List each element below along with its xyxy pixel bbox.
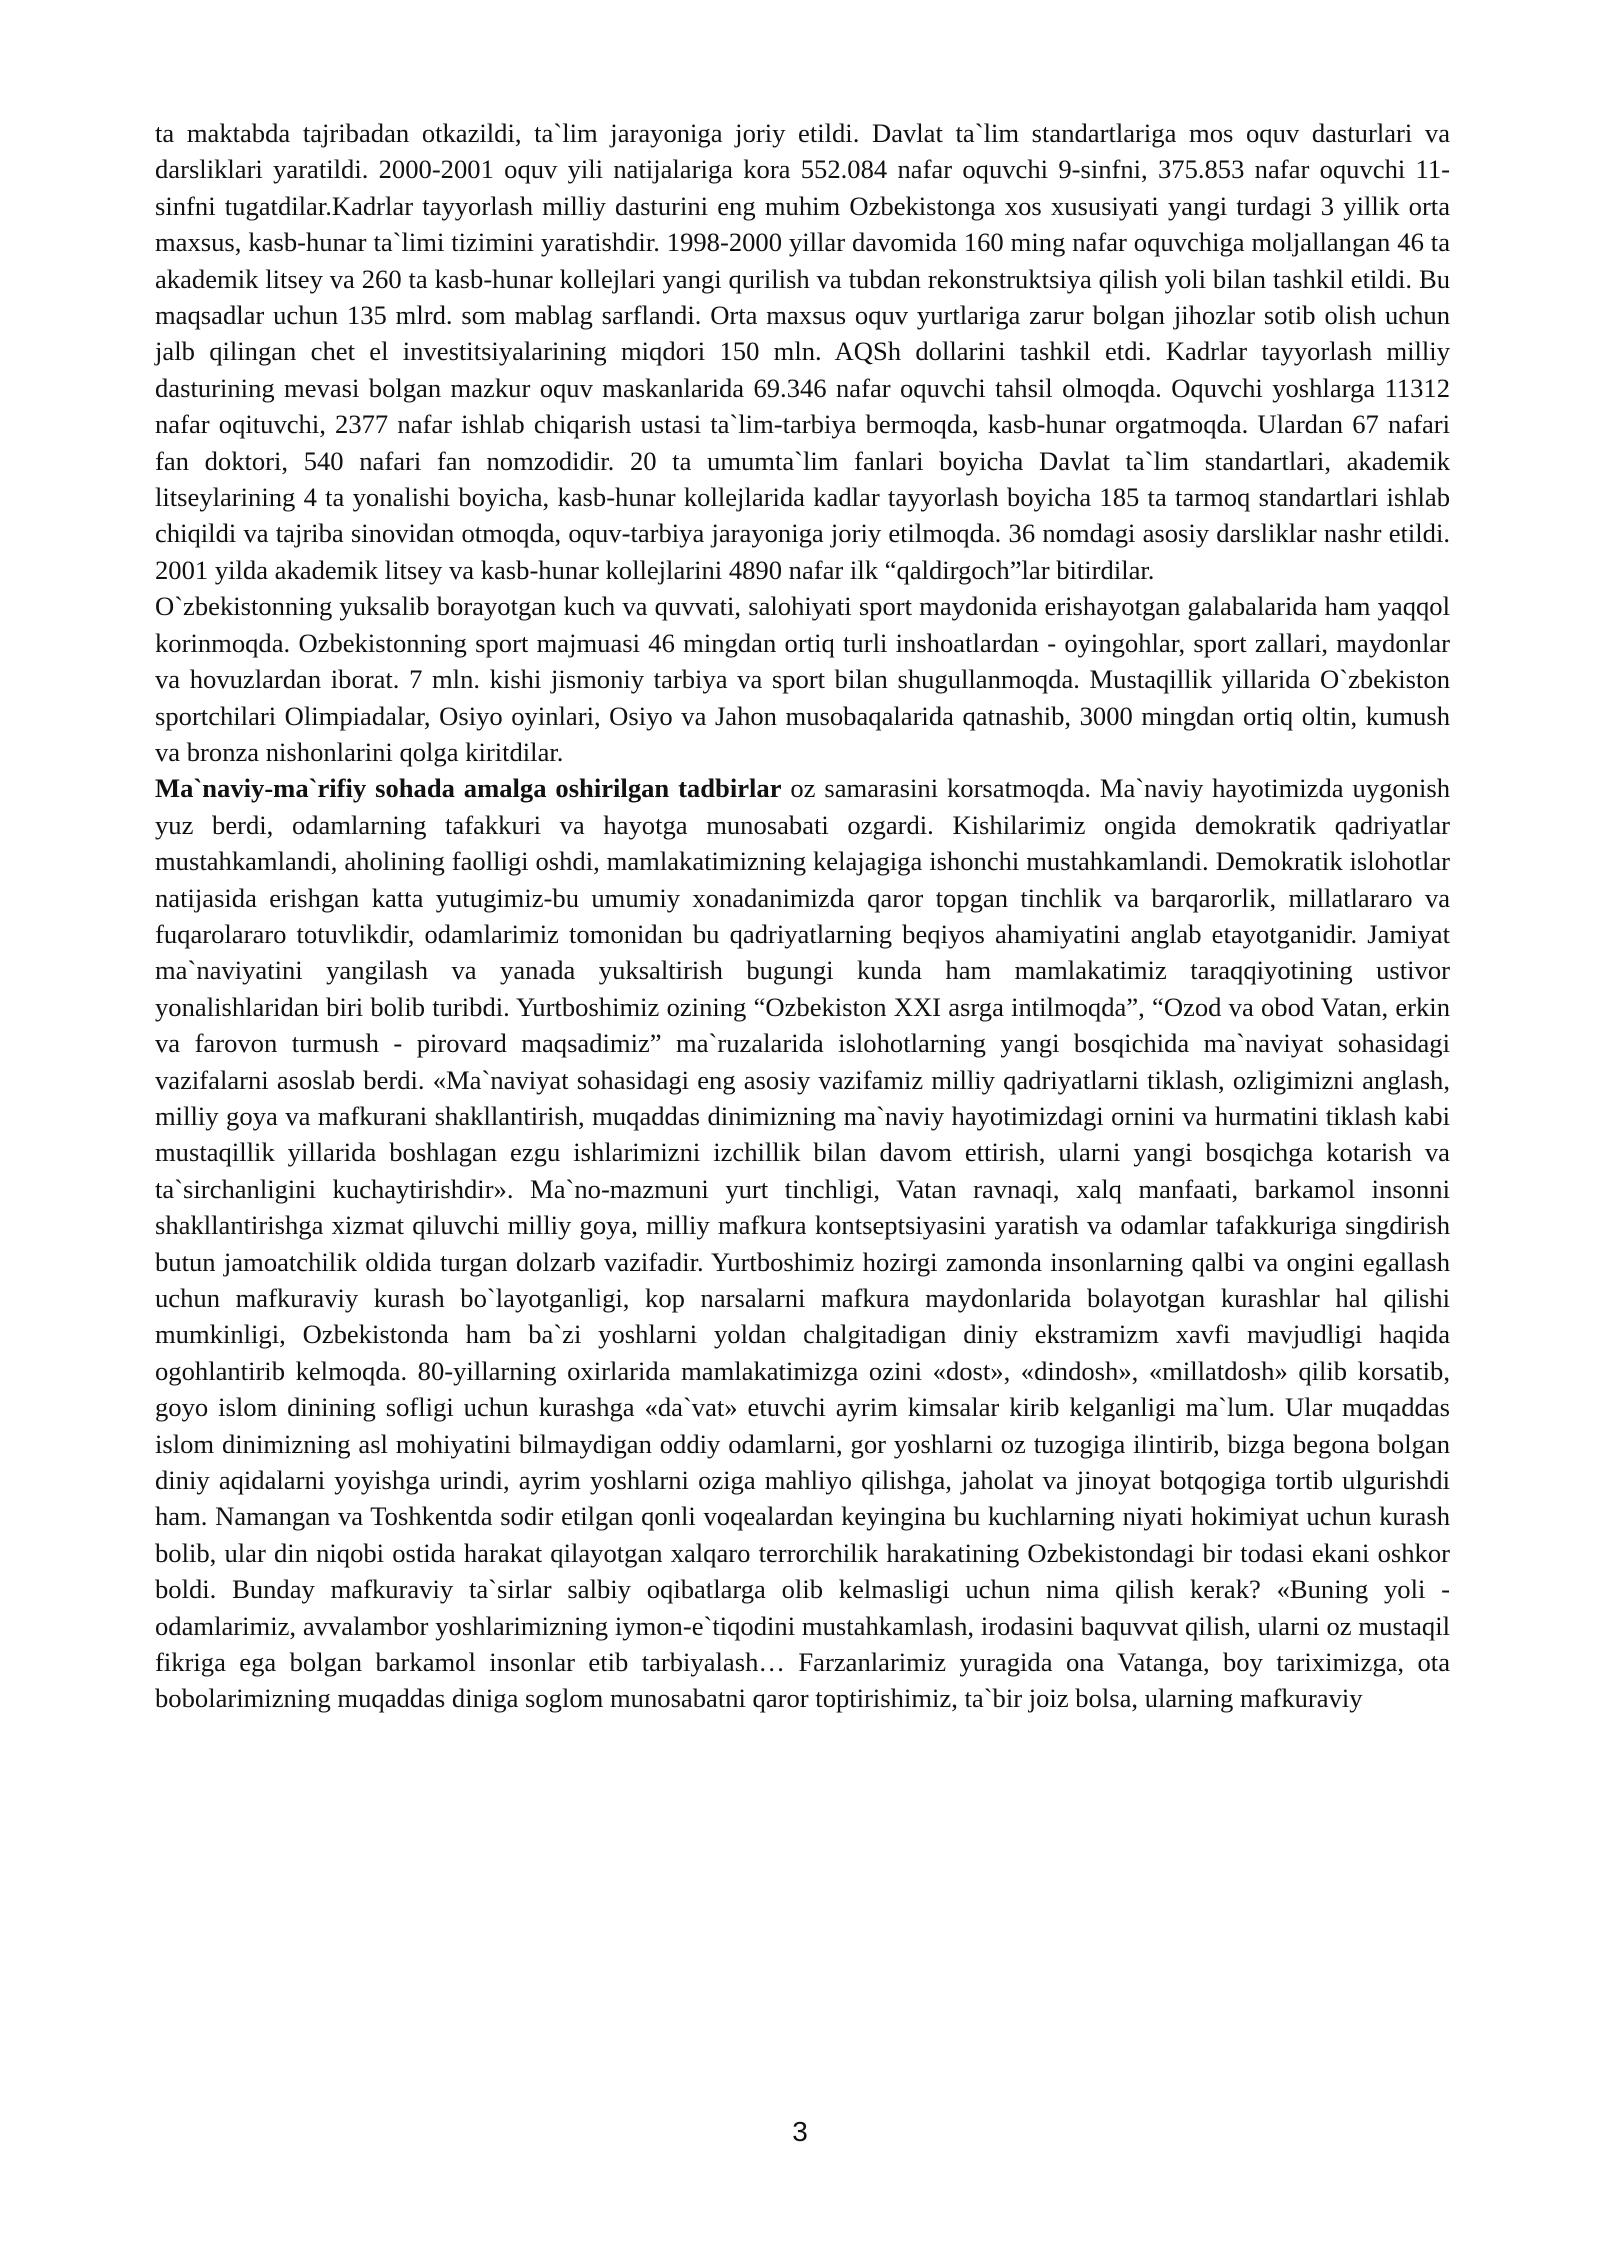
document-page	[155, 115, 1450, 1717]
paragraph-spiritual-body: oz samarasini korsatmoqda. Ma`naviy hayotimizda uygonish yuz berdi, odamlarning tafakkuri va hayotga munosabati ozgardi. Kishilarimiz ongida demokratik qadriyatlar mustahkamlandi, aholining faolligi oshdi, mamlakatimizning kelajagiga ishonchi mustahkamlandi. Demokratik islohotlar natijasida erishgan katta yutugimiz-bu umumiy xonadanimizda qaror topgan tinchlik va barqarorlik, millatlararo va fuqarolararo totuvlikdir, odamlarimiz tomonidan bu qadriyatlarning beqiyos ahamiyatini anglab etayotganidir. Jamiyat ma`naviyatini yangilash va yanada yuksaltirish bugungi kunda ham mamlakatimiz taraqqiyotining ustivor yonalishlaridan biri bolib turibdi. Yurtboshimiz ozining “Ozbekiston XXI asrga intilmoqda”, “Ozod va obod Vatan, erkin va farovon turmush - pirovard maqsadimiz” ma`ruzalarida islohotlarning yangi bosqichida ma`naviyat sohasidagi vazifalarni asoslab berdi. «Ma`naviyat sohasidagi eng asosiy vazifamiz milliy qadriyatlarni tiklash, ozligimizni anglash, milliy goya va mafkurani shakllantirish, muqaddas dinimizning ma`naviy hayotimizdagi ornini va hurmatini tiklash kabi mustaqillik yillarida boshlagan ezgu ishlarimizni izchillik bilan davom ettirish, ularni yangi bosqichga kotarish va ta`sirchanligini kuchaytirishdir». Ma`no-mazmuni yurt tinchligi, Vatan ravnaqi, xalq manfaati, barkamol insonni shakllantirishga xizmat qiluvchi milliy goya, milliy mafkura kontseptsiyasini yaratish va odamlar tafakkuriga singdirish butun jamoatchilik oldida turgan dolzarb vazifadir. Yurtboshimiz hozirgi zamonda insonlarning qalbi va ongini egallash uchun mafkuraviy kurash bo`layotganligi, kop narsalarni mafkura maydonlarida bolayotgan kurashlar hal qilishi mumkinligi, Ozbekistonda ham ba`zi yoshlarni yoldan chalgitadigan diniy ekstramizm xavfi mavjudligi haqida ogohlantirib kelmoqda. 80-yillarning oxirlarida mamlakatimizga ozini «dost», «dindosh», «millatdosh» qilib korsatib, goyo islom dinining sofligi uchun kurashga «da`vat» etuvchi ayrim kimsalar kirib kelganligi ma`lum. Ular muqaddas islom dinimizning asl mohiyatini bilmaydigan oddiy odamlarni, gor yoshlarni oz tuzogiga ilintirib, bizga begona bolgan diniy aqidalarni yoyishga urindi, ayrim yoshlarni oziga mahliyo qilishga, jaholat va jinoyat botqogiga tortib ulgurishdi ham. Namangan va Toshkentda sodir etilgan qonli voqealardan keyingina bu kuchlarning niyati hokimiyat uchun kurash bolib, ular din niqobi ostida harakat qilayotgan xalqaro terrorchilik harakatining Ozbekistondagi bir todasi ekani oshkor boldi. Bunday mafkuraviy ta`sirlar salbiy oqibatlarga olib kelmasligi uchun nima qilish kerak? «Buning yoli - odamlarimiz, avvalambor yoshlarimizning iymon-e`tiqodini mustahkamlash, irodasini baquvvat qilish, ularni oz mustaqil fikriga ega bolgan barkamol insonlar etib tarbiyalash… Farzanlarimiz yuragida ona Vatanga, boy tariximizga, ota bobolarimizning muqaddas diniga soglom munosabatni qaror toptirishimiz, ta`bir joiz bolsa, ularning mafkuraviy	[155, 773, 1450, 1714]
paragraph-spiritual	[155, 770, 1450, 1717]
paragraph-education: ta maktabda tajribadan otkazildi, ta`lim jarayoniga joriy etildi. Davlat ta`lim standartlariga mos oquv dasturlari va darsliklari yaratildi. 2000-2001 oquv yili natijalariga kora 552.084 nafar oquvchi 9-sinfni, 375.853 nafar oquvchi 11-sinfni tugatdilar.Kadrlar tayyorlash milliy dasturini eng muhim Ozbekistonga xos xususiyati yangi turdagi 3 yillik orta maxsus, kasb-hunar ta`limi tizimini yaratishdir. 1998-2000 yillar davomida 160 ming nafar oquvchiga moljallangan 46 ta akademik litsey va 260 ta kasb-hunar kollejlari yangi qurilish va tubdan rekonstruktsiya qilish yoli bilan tashkil etildi. Bu maqsadlar uchun 135 mlrd. som mablag sarflandi. Orta maxsus oquv yurtlariga zarur bolgan jihozlar sotib olish uchun jalb qilingan chet el investitsiyalarining miqdori 150 mln. AQSh dollarini tashkil etdi. Kadrlar tayyorlash milliy dasturining mevasi bolgan mazkur oquv maskanlarida 69.346 nafar oquvchi tahsil olmoqda. Oquvchi yoshlarga 11312 nafar oqituvchi, 2377 nafar ishlab chiqarish ustasi ta`lim-tarbiya bermoqda, kasb-hunar orgatmoqda. Ulardan 67 nafari fan doktori, 540 nafari fan nomzodidir. 20 ta umumta`lim fanlari boyicha Davlat ta`lim standartlari, akademik litseylarining 4 ta yonalishi boyicha, kasb-hunar kollejlarida kadlar tayyorlash boyicha 185 ta tarmoq standartlari ishlab chiqildi va tajriba sinovidan otmoqda, oquv-tarbiya jarayoniga joriy etilmoqda. 36 nomdagi asosiy darsliklar nashr etildi. 2001 yilda akademik litsey va kasb-hunar kollejlarini 4890 nafar ilk “qaldirgoch”lar bitirdilar.	[155, 118, 1450, 585]
paragraph-bold-lead: Ma`naviy-ma`rifiy sohada amalga oshirilgan tadbirlar	[155, 773, 782, 804]
paragraph-sport: O`zbekistonning yuksalib borayotgan kuch va quvvati, salohiyati sport maydonida erishayotgan galabalarida ham yaqqol korinmoqda. Ozbekistonning sport majmuasi 46 mingdan ortiq turli inshoatlardan - oyingohlar, sport zallari, maydonlar va hovuzlardan iborat. 7 mln. kishi jismoniy tarbiya va sport bilan shugullanmoqda. Mustaqillik yillarida O`zbekiston sportchilari Olimpiadalar, Osiyo oyinlari, Osiyo va Jahon musobaqalarida qatnashib, 3000 mingdan ortiq oltin, kumush va bronza nishonlarini qolga kiritdilar.	[155, 591, 1450, 767]
page-number: 3	[792, 2116, 808, 2147]
